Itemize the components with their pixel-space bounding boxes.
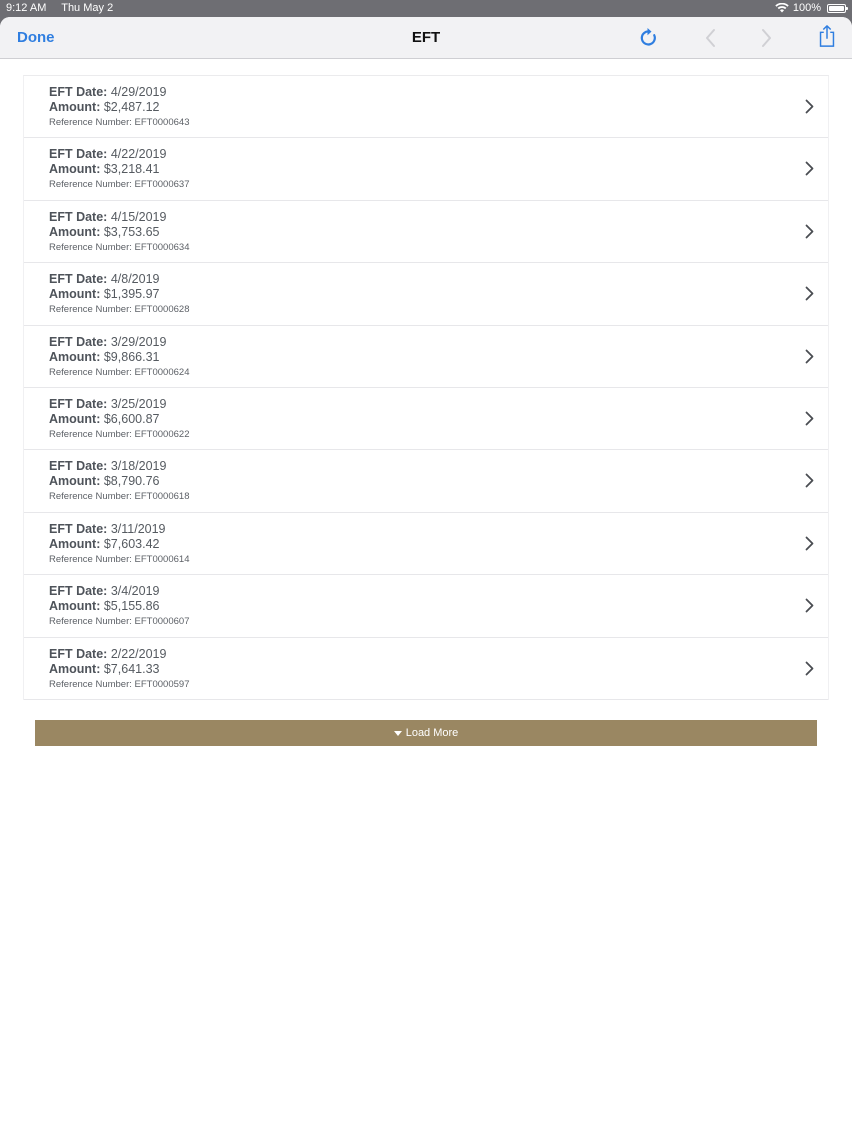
load-more-button[interactable] <box>35 720 817 746</box>
amount-value: $7,641.33 <box>103 661 160 676</box>
amount-label: Amount: <box>49 162 101 177</box>
reference-label: Reference Number: <box>49 366 132 378</box>
amount-label: Amount: <box>49 599 101 614</box>
chevron-right-icon <box>805 411 814 426</box>
eft-date-label: EFT Date: <box>49 459 108 474</box>
eft-date-value: 4/22/2019 <box>110 147 167 162</box>
amount-label: Amount: <box>49 287 101 302</box>
chevron-right-icon <box>805 224 814 239</box>
amount-value: $7,603.42 <box>103 536 160 551</box>
eft-date-value: 2/22/2019 <box>110 646 167 661</box>
amount-value: $5,155.86 <box>103 599 160 614</box>
eft-row[interactable] <box>24 450 828 512</box>
reference-label: Reference Number: <box>49 553 132 565</box>
amount-value: $9,866.31 <box>103 349 160 364</box>
reference-value: EFT0000643 <box>134 117 190 128</box>
page-title: EFT <box>411 29 441 46</box>
reference-label: Reference Number: <box>49 117 132 128</box>
eft-list <box>23 75 829 700</box>
chevron-left-icon[interactable] <box>700 26 722 50</box>
eft-row[interactable] <box>24 263 828 325</box>
eft-date-value: 3/18/2019 <box>110 459 167 474</box>
reference-label: Reference Number: <box>49 678 132 690</box>
navigation-bar <box>0 17 852 59</box>
modal-sheet <box>0 17 852 1136</box>
battery-percent: 100% <box>792 2 821 14</box>
wifi-icon <box>775 3 789 13</box>
eft-date-label: EFT Date: <box>49 147 108 162</box>
reference-label: Reference Number: <box>49 241 132 253</box>
reference-value: EFT0000624 <box>134 366 190 378</box>
amount-label: Amount: <box>49 224 101 239</box>
eft-date-value: 4/8/2019 <box>110 272 160 287</box>
battery-icon <box>827 4 846 13</box>
caret-down-icon <box>394 731 402 736</box>
amount-label: Amount: <box>49 100 101 114</box>
reference-label: Reference Number: <box>49 179 132 191</box>
eft-date-value: 4/29/2019 <box>110 85 167 99</box>
reference-value: EFT0000622 <box>134 428 190 440</box>
reference-value: EFT0000597 <box>134 678 190 690</box>
amount-label: Amount: <box>49 661 101 676</box>
reference-value: EFT0000628 <box>134 304 190 316</box>
eft-date-label: EFT Date: <box>49 521 108 536</box>
chevron-right-icon <box>805 598 814 613</box>
eft-date-label: EFT Date: <box>49 209 108 224</box>
eft-row[interactable] <box>24 201 828 263</box>
reference-value: EFT0000637 <box>134 179 190 191</box>
amount-label: Amount: <box>49 349 101 364</box>
amount-label: Amount: <box>49 411 101 426</box>
amount-label: Amount: <box>49 536 101 551</box>
refresh-icon[interactable] <box>638 26 660 50</box>
amount-value: $1,395.97 <box>103 287 160 302</box>
chevron-right-icon <box>805 99 814 114</box>
eft-row[interactable] <box>24 76 828 138</box>
chevron-right-icon[interactable] <box>755 26 777 50</box>
reference-value: EFT0000618 <box>134 491 190 503</box>
amount-label: Amount: <box>49 474 101 489</box>
chevron-right-icon <box>805 286 814 301</box>
eft-date-value: 3/4/2019 <box>110 584 160 599</box>
eft-date-label: EFT Date: <box>49 334 108 349</box>
amount-value: $6,600.87 <box>103 411 160 426</box>
eft-row[interactable] <box>24 326 828 388</box>
chevron-right-icon <box>805 473 814 488</box>
reference-label: Reference Number: <box>49 616 132 628</box>
eft-date-label: EFT Date: <box>49 85 108 99</box>
done-button[interactable]: Done <box>17 29 55 46</box>
eft-date-label: EFT Date: <box>49 646 108 661</box>
chevron-right-icon <box>805 661 814 676</box>
status-time: 9:12 AM <box>6 2 47 14</box>
eft-date-value: 3/29/2019 <box>110 334 167 349</box>
chevron-right-icon <box>805 161 814 176</box>
status-bar <box>0 0 852 16</box>
amount-value: $8,790.76 <box>103 474 160 489</box>
reference-value: EFT0000614 <box>134 553 190 565</box>
eft-row[interactable] <box>24 513 828 575</box>
eft-row[interactable] <box>24 638 828 700</box>
eft-date-label: EFT Date: <box>49 272 108 287</box>
eft-row[interactable] <box>24 575 828 637</box>
reference-value: EFT0000607 <box>134 616 190 628</box>
eft-date-value: 4/15/2019 <box>110 209 167 224</box>
status-date: Thu May 2 <box>61 2 114 14</box>
eft-row[interactable] <box>24 138 828 200</box>
reference-label: Reference Number: <box>49 428 132 440</box>
eft-row[interactable] <box>24 388 828 450</box>
load-more-label: Load More <box>405 727 459 739</box>
eft-date-label: EFT Date: <box>49 584 108 599</box>
amount-value: $3,753.65 <box>103 224 160 239</box>
eft-date-label: EFT Date: <box>49 396 108 411</box>
eft-date-value: 3/25/2019 <box>110 396 167 411</box>
chevron-right-icon <box>805 536 814 551</box>
share-icon[interactable] <box>816 24 838 48</box>
amount-value: $3,218.41 <box>103 162 160 177</box>
reference-label: Reference Number: <box>49 491 132 503</box>
reference-label: Reference Number: <box>49 304 132 316</box>
reference-value: EFT0000634 <box>134 241 190 253</box>
eft-date-value: 3/11/2019 <box>110 521 166 536</box>
chevron-right-icon <box>805 349 814 364</box>
amount-value: $2,487.12 <box>103 100 160 114</box>
